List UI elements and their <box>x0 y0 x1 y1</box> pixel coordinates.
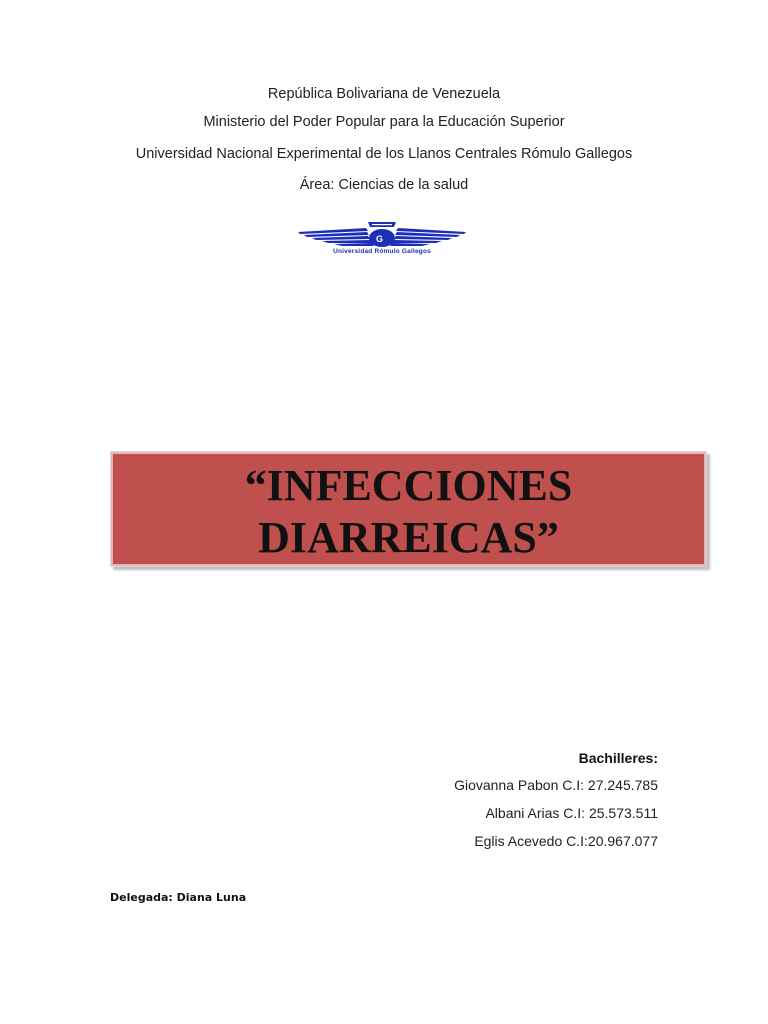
winged-emblem-icon <box>296 218 468 248</box>
logo-caption: Universidad Rómulo Gallegos <box>333 248 431 255</box>
svg-text:G: G <box>376 234 384 244</box>
country-line: República Bolivariana de Venezuela <box>267 86 501 102</box>
author-item: Giovanna Pabon C.I: 27.245.785 <box>454 777 658 793</box>
authors-heading: Bachilleres: <box>578 750 658 766</box>
area-line: Área: Ciencias de la salud <box>299 177 469 193</box>
author-item: Albani Arias C.I: 25.573.511 <box>485 805 658 821</box>
title-banner <box>110 451 707 567</box>
title-line-1: “INFECCIONES <box>244 461 573 510</box>
author-item: Eglis Acevedo C.I:20.967.077 <box>474 833 658 849</box>
university-logo <box>296 218 468 260</box>
document-title <box>111 460 706 564</box>
university-line: Universidad Nacional Experimental de los Llanos Centrales Rómulo Gallegos <box>135 146 633 162</box>
ministry-line: Ministerio del Poder Popular para la Educación Superior <box>203 114 565 130</box>
title-line-2: DIARREICAS” <box>258 513 559 562</box>
delegate-line: Delegada: Diana Luna <box>110 891 247 904</box>
